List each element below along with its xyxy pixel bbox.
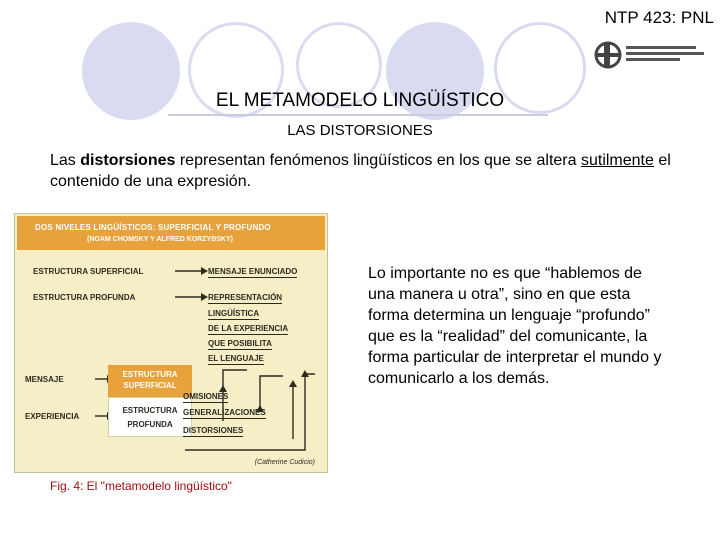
surface-structure-box bbox=[108, 365, 192, 397]
document-code-label: NTP 423: PNL bbox=[604, 8, 714, 27]
institute-logo bbox=[594, 40, 706, 70]
slide-subtitle: LAS DISTORSIONES bbox=[287, 122, 433, 139]
box-top-line-2: SUPERFICIAL bbox=[123, 381, 177, 390]
intro-paragraph: Las distorsiones representan fenómenos lingüísticos en los que se altera sutilmente el contenido de una expresión. bbox=[50, 152, 671, 190]
label-distortions: DISTORSIONES bbox=[183, 426, 244, 435]
label-experience: EXPERIENCIA bbox=[25, 412, 80, 421]
figure-authors: (NOAM CHOMSKY Y ALFRED KORZYBSKY) bbox=[87, 236, 233, 243]
label-message: MENSAJE bbox=[25, 375, 64, 384]
label-surface-structure: ESTRUCTURA SUPERFICIAL bbox=[33, 267, 144, 276]
slide-title: EL METAMODELO LINGÜÍSTICO bbox=[215, 90, 505, 111]
box-bottom-line-1: ESTRUCTURA bbox=[122, 406, 178, 415]
title-underline bbox=[168, 114, 548, 116]
label-generalizations: GENERALIZACIONES bbox=[183, 408, 266, 417]
figure-caption: Fig. 4: El "metamodelo lingüístico" bbox=[50, 479, 232, 493]
label-enunciated-message: MENSAJE ENUNCIADO bbox=[208, 267, 298, 276]
box-top-line-1: ESTRUCTURA bbox=[122, 370, 178, 379]
figure-heading: DOS NIVELES LINGÜÍSTICOS: SUPERFICIAL Y PROFUNDO bbox=[35, 223, 271, 232]
box-bottom-line-2: PROFUNDA bbox=[127, 420, 173, 429]
deep-structure-box bbox=[108, 397, 192, 437]
metamodel-figure bbox=[14, 213, 328, 473]
label-deep-structure: ESTRUCTURA PROFUNDA bbox=[33, 293, 136, 302]
label-enabling: QUE POSIBILITA bbox=[208, 339, 272, 348]
loop-arrow-1 bbox=[223, 370, 247, 389]
label-of-experience: DE LA EXPERIENCIA bbox=[208, 324, 289, 333]
figure-credit: (Catherine Cudicio) bbox=[254, 459, 315, 466]
label-linguistic: LINGÜÍSTICA bbox=[208, 309, 260, 318]
label-language: EL LENGUAJE bbox=[208, 354, 264, 363]
loop-arrow-2 bbox=[260, 376, 283, 409]
label-omissions: OMISIONES bbox=[183, 392, 229, 401]
body-paragraph: Lo importante no es que “hablemos de una manera u otra”, sino en que esta forma determina un lenguaje “profundo” que es la “realidad” del comunicante, la forma particular de interpretar el mundo y comunicarlo a los demás. bbox=[368, 265, 662, 387]
label-representation: REPRESENTACIÓN bbox=[208, 293, 283, 302]
